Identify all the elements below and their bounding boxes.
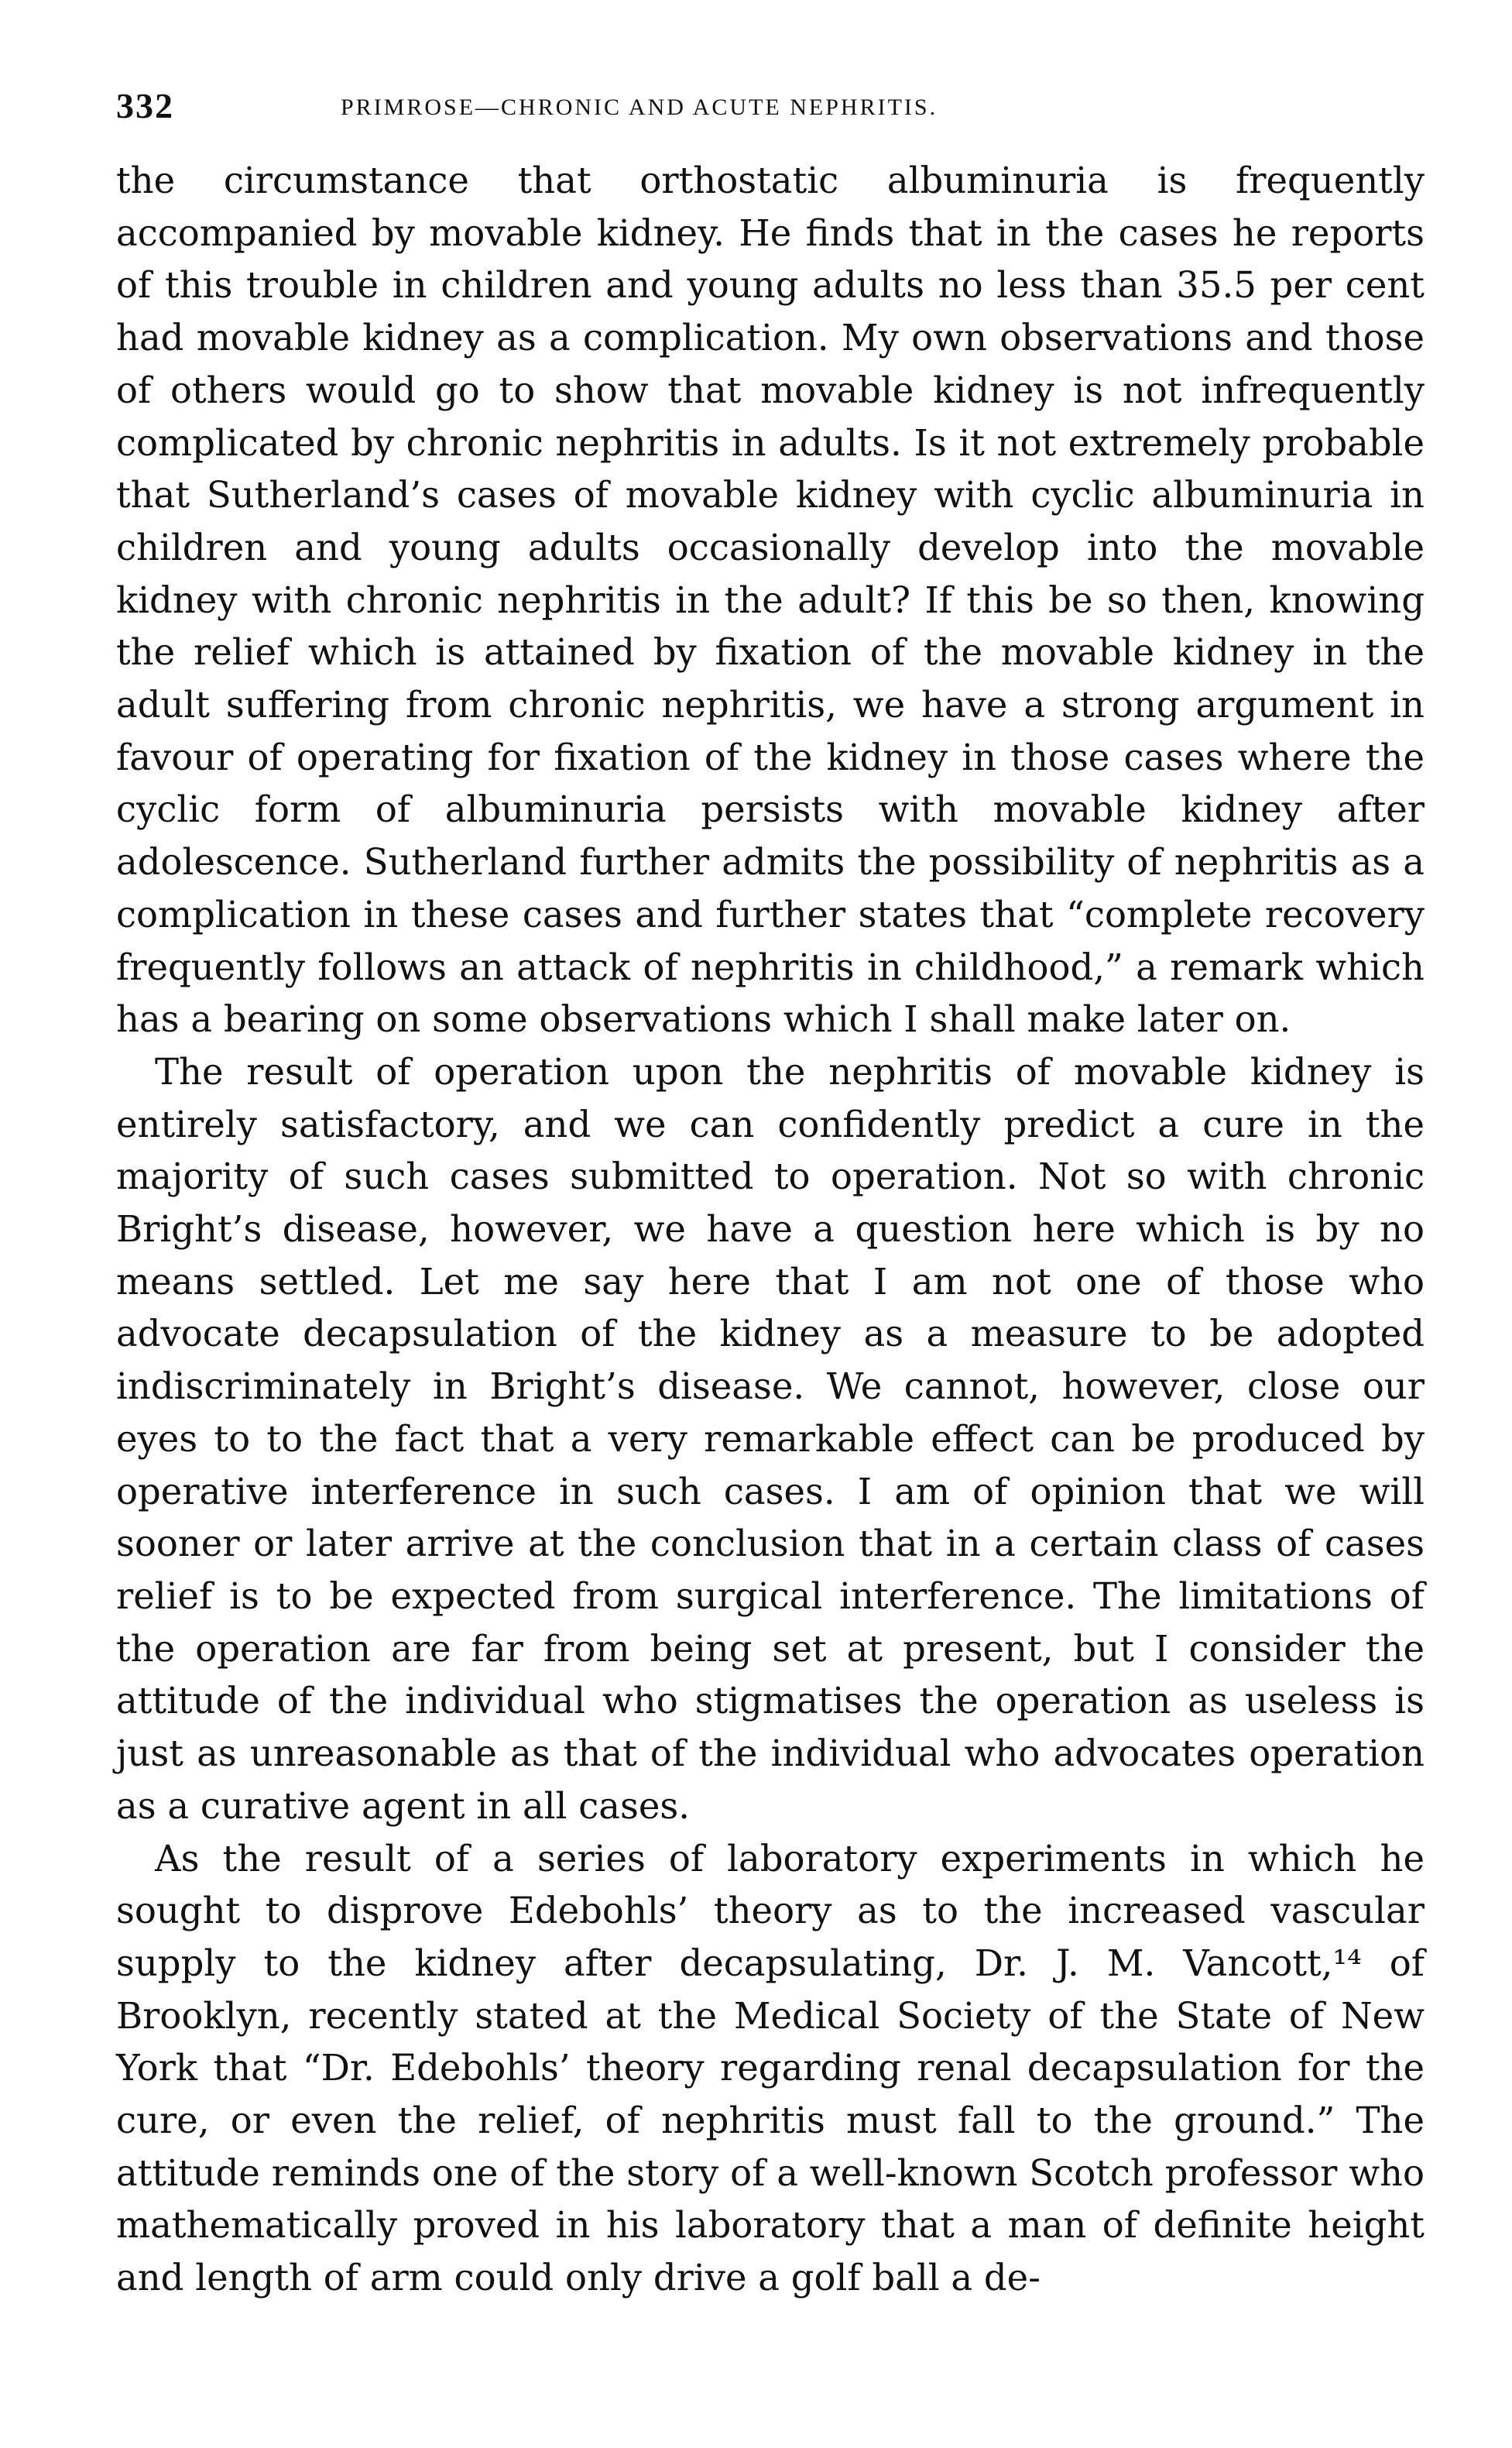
page-number: 332 — [116, 86, 174, 125]
running-title: PRIMROSE—CHRONIC AND ACUTE NEPHRITIS. — [341, 94, 938, 120]
book-page — [116, 85, 1425, 2305]
paragraph-continued: the circumstance that orthostatic albuminuria is frequently accompanied by movable kidney. He finds that in the cases he reports of this trouble in children and young adults no less than 35.5 per cent had movable kidney as a complication. My own observations and those of others would go to show that movable kidney is not infrequently complicated by chronic nephritis in adults. Is it not extremely probable that Sutherland’s cases of movable kidney with cyclic albuminuria in children and young adults occasionally develop into the movable kidney with chronic nephritis in the adult? If this be so then, knowing the relief which is attained by fixation of the movable kidney in the adult suffering from chronic nephritis, we have a strong argument in favour of operating for fixation of the kidney in those cases where the cyclic form of albuminuria persists with movable kidney after adolescence. Sutherland further admits the possibility of nephritis as a complication in these cases and further states that “complete recovery frequently follows an attack of nephritis in childhood,” a remark which has a bearing on some observations which I shall make later on. — [116, 160, 1425, 1041]
paragraph-operation-results: The result of operation upon the nephritis of movable kidney is entirely satisfactory, and we can confidently predict a cure in the majority of such cases submitted to operation. Not so with chronic Bright’s disease, however, we have a question here which is by no means settled. Let me say here that I am not one of those who advocate decapsulation of the kidney as a measure to be adopted indiscriminately in Bright’s disease. We cannot, however, close our eyes to to the fact that a very remarkable effect can be produced by operative interference in such cases. I am of opinion that we will sooner or later arrive at the conclusion that in a certain class of cases relief is to be expected from surgical interference. The limitations of the operation are far from being set at present, but I consider the attitude of the individual who stigmatises the operation as useless is just as unreasonable as that of the individual who advocates operation as a curative agent in all cases. — [116, 1050, 1425, 1827]
paragraph-vancott-experiments: As the result of a series of laboratory experiments in which he sought to disprove Edebohls’ theory as to the increased vascular supply to the kidney after decapsulating, Dr. J. M. Vancott,¹⁴ of Brooklyn, recently stated at the Medical Society of the State of New York that “Dr. Edebohls’ theory regarding renal decapsulation for the cure, or even the relief, of nephritis must fall to the ground.” The attitude reminds one of the story of a well-known Scotch professor who mathematically proved in his laboratory that a man of definite height and length of arm could only drive a golf ball a de- — [116, 1837, 1425, 2299]
body-text — [116, 155, 1425, 2305]
running-head — [116, 85, 1425, 155]
